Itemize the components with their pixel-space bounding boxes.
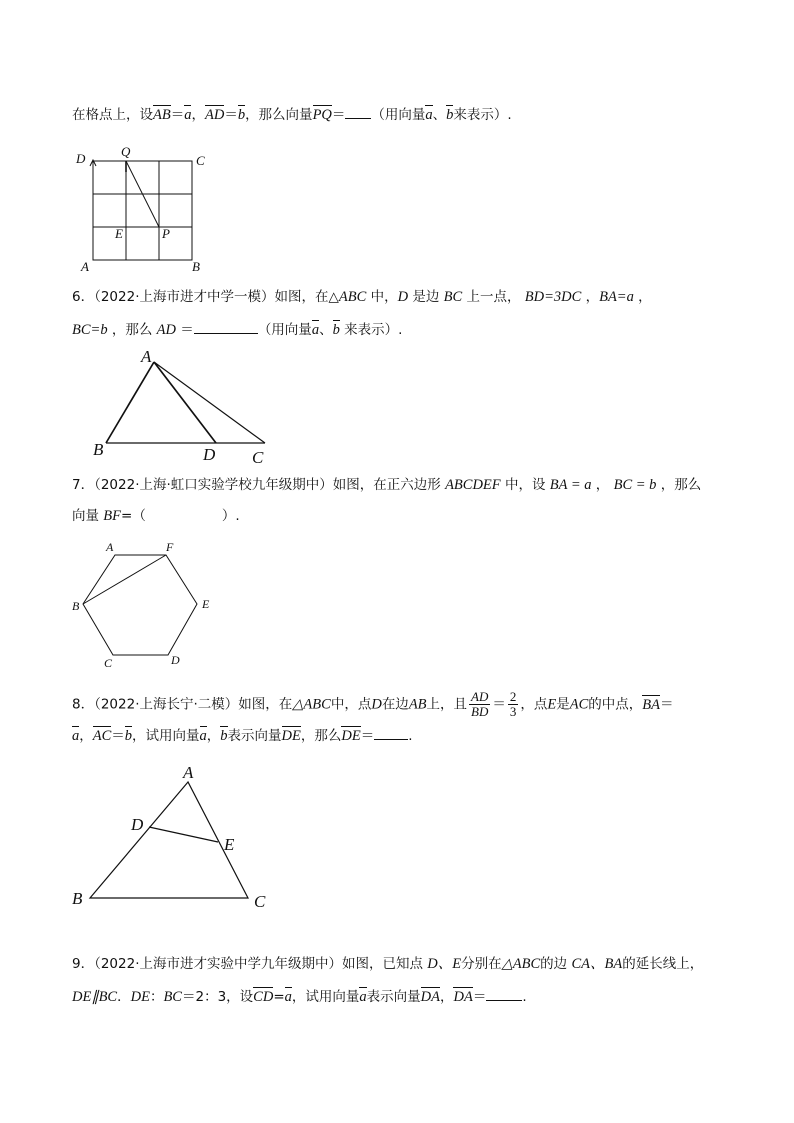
- vector-da: DA: [420, 989, 440, 1005]
- label-b: B: [192, 259, 200, 274]
- vector-ac: AC: [92, 728, 112, 744]
- q8-text: 是: [556, 696, 570, 713]
- label-b: B: [72, 599, 80, 613]
- q8-text: ，那么: [300, 728, 342, 744]
- label-f: F: [166, 540, 174, 554]
- label-a: A: [81, 259, 89, 274]
- label-e: E: [115, 226, 123, 241]
- condition-parallel: DE∥BC: [72, 989, 118, 1005]
- label-a: A: [183, 763, 194, 782]
- label-d: D: [131, 815, 144, 834]
- q7-line2: [72, 506, 240, 526]
- vector-b: b: [237, 107, 246, 123]
- q5-mid: ，那么向量: [245, 107, 313, 123]
- equals: ＝: [170, 107, 185, 123]
- sides-ca-ba: CA、BA: [571, 956, 623, 972]
- equals: ＝: [111, 728, 125, 744]
- q6-line2: [72, 319, 402, 340]
- fraction-ad-bd: [469, 690, 490, 719]
- q8-text: ，: [79, 728, 93, 744]
- q8-text: ，试用向量: [132, 728, 200, 744]
- equals: ＝: [360, 728, 375, 744]
- equals: =: [273, 989, 285, 1005]
- q9-stem: 9．（2022·上海市进才实验中学九年级期中）如图，已知点: [72, 956, 428, 972]
- q8-text: 中，点: [330, 696, 372, 713]
- vector-pq: PQ: [312, 107, 332, 123]
- q8-text: ，点: [520, 696, 548, 713]
- label-a: A: [141, 347, 152, 366]
- q8-text: 上，且: [426, 696, 468, 713]
- q6-text: 中，: [366, 289, 398, 305]
- label-c: C: [196, 153, 205, 168]
- q6-text: ，: [581, 289, 600, 305]
- segment-bc-label: BC: [163, 989, 182, 1005]
- vector-a: a: [359, 989, 367, 1005]
- equals: ＝: [176, 322, 194, 338]
- vector-b: b: [332, 322, 340, 338]
- equals: ＝: [492, 696, 506, 713]
- q8-text: 在边: [381, 696, 409, 713]
- segment-bf: [83, 555, 166, 604]
- points-de: D、E: [427, 956, 462, 972]
- condition-bc: BC=b: [72, 322, 108, 338]
- fraction-numerator: AD: [471, 689, 489, 704]
- label-e: E: [202, 597, 210, 611]
- vector-a: a: [284, 989, 292, 1005]
- vector-a: a: [199, 728, 207, 744]
- point-d: D: [371, 696, 382, 713]
- label-a: A: [106, 540, 114, 554]
- q5-pre: 在格点上，设: [72, 107, 153, 123]
- label-p: P: [162, 226, 170, 241]
- label-c: C: [252, 448, 264, 467]
- separator: 、: [432, 107, 447, 123]
- label-e: E: [224, 835, 235, 854]
- q9-text: ，试用向量: [291, 989, 360, 1005]
- q9-text: 表示向量: [366, 989, 421, 1005]
- answer-blank[interactable]: [374, 725, 408, 740]
- q7-stem: 7．（2022·上海·虹口实验学校九年级期中）如图，在正六边形: [72, 477, 446, 493]
- q9-line2: [72, 986, 527, 1007]
- triangle-name: ABC: [338, 289, 367, 305]
- segment-de: [149, 827, 218, 842]
- label-d: D: [171, 653, 180, 667]
- vector-b: b: [220, 728, 228, 744]
- q7-text: 中，设: [500, 477, 550, 493]
- q7-text: ）.: [221, 508, 240, 524]
- fraction-denominator: 3: [509, 704, 517, 719]
- vector-da: DA: [453, 989, 473, 1005]
- q8-text: 的中点，: [588, 696, 643, 713]
- condition-ba: BA = a: [549, 477, 592, 493]
- side-ab: [106, 362, 154, 443]
- label-d: D: [203, 445, 216, 464]
- q6-text: ，那么: [107, 322, 157, 338]
- triangle-name: △ABC: [501, 956, 541, 972]
- q7-text: =（: [121, 508, 146, 524]
- vector-ad: AD: [156, 322, 177, 338]
- vector-ba: BA: [642, 696, 660, 713]
- vector-b: b: [124, 728, 133, 744]
- q8-line2: [72, 725, 413, 746]
- q7-text: 向量: [72, 508, 104, 524]
- q8-text: 表示向量: [227, 728, 282, 744]
- condition-bc: BC = b: [613, 477, 657, 493]
- q9-text: ．: [117, 989, 131, 1005]
- answer-blank[interactable]: [486, 986, 522, 1001]
- fraction-numerator: 2: [509, 689, 517, 704]
- vector-a: a: [425, 107, 433, 123]
- vector-cd: CD: [253, 989, 274, 1005]
- q7-text: ，那么: [656, 477, 702, 493]
- q6-text: 是边: [408, 289, 444, 305]
- q5-paren: （用向量: [371, 107, 426, 123]
- side-ac-label: AC: [569, 696, 589, 713]
- equals: ＝: [659, 696, 674, 713]
- q6-text: 来表示）.: [339, 322, 403, 338]
- equals: ＝: [331, 107, 346, 123]
- q7-text: ，: [591, 477, 614, 493]
- q7-line1: [72, 475, 701, 495]
- vector-a: a: [184, 107, 192, 123]
- triangle-name: △ABC: [292, 696, 331, 713]
- vector-a: a: [72, 728, 80, 744]
- vector-ad: AD: [204, 107, 225, 123]
- condition-ba: BA=a: [599, 289, 634, 305]
- segment-ad: [154, 362, 216, 443]
- vector-de: DE: [281, 728, 301, 744]
- grid-border: [93, 161, 192, 260]
- q9-line1: [72, 954, 703, 974]
- vector-ab: AB: [153, 107, 171, 123]
- q8-text: .: [408, 728, 413, 744]
- q9-text: ＝2：3，设: [181, 989, 254, 1005]
- q8-stem: 8．（2022·上海长宁·二模）如图，在: [72, 696, 293, 713]
- vector-bf: BF: [103, 508, 122, 524]
- q6-text: 上一点，: [462, 289, 525, 305]
- q5-paren-close: 来表示）.: [453, 107, 512, 123]
- separator: 、: [319, 322, 333, 338]
- vector-de: DE: [341, 728, 361, 744]
- q6-text: ，: [633, 289, 652, 305]
- equals: ＝: [472, 989, 487, 1005]
- point-e: E: [547, 696, 557, 713]
- triangle-symbol: △: [328, 289, 339, 305]
- vector-b: b: [446, 107, 454, 123]
- equals: ＝: [224, 107, 238, 123]
- label-c: C: [254, 892, 266, 911]
- vector-a: a: [311, 322, 320, 338]
- fraction-two-thirds: [508, 690, 519, 719]
- comma: ，: [191, 107, 205, 123]
- label-q: Q: [121, 144, 131, 159]
- side-ab-label: AB: [408, 696, 427, 713]
- point-d: D: [397, 289, 409, 305]
- label-c: C: [104, 656, 113, 670]
- answer-blank[interactable]: [194, 319, 258, 334]
- q9-text: .: [522, 989, 527, 1005]
- q8-line1: [72, 690, 673, 719]
- label-b: B: [93, 440, 104, 459]
- q6-stem: 6．（2022·上海市进才中学一模）如图，在: [72, 289, 329, 305]
- q6-line1: [72, 287, 652, 307]
- label-b: B: [72, 889, 83, 908]
- q8-text: ，: [206, 728, 221, 744]
- fraction-denominator: BD: [471, 704, 489, 719]
- q9-text: ，: [439, 989, 454, 1005]
- q9-text: 的延长线上，: [622, 956, 704, 972]
- q9-text: 的边: [540, 956, 572, 972]
- segment-de-label: DE: [130, 989, 150, 1005]
- condition-bd: BD=3DC: [524, 289, 582, 305]
- side-bc-label: BC: [443, 289, 463, 305]
- q9-text: 分别在: [461, 956, 502, 972]
- label-d: D: [76, 151, 86, 166]
- q6-text: （用向量: [257, 322, 312, 338]
- q9-text: ：: [149, 989, 164, 1005]
- side-ac: [154, 362, 265, 443]
- hexagon-name: ABCDEF: [445, 477, 501, 493]
